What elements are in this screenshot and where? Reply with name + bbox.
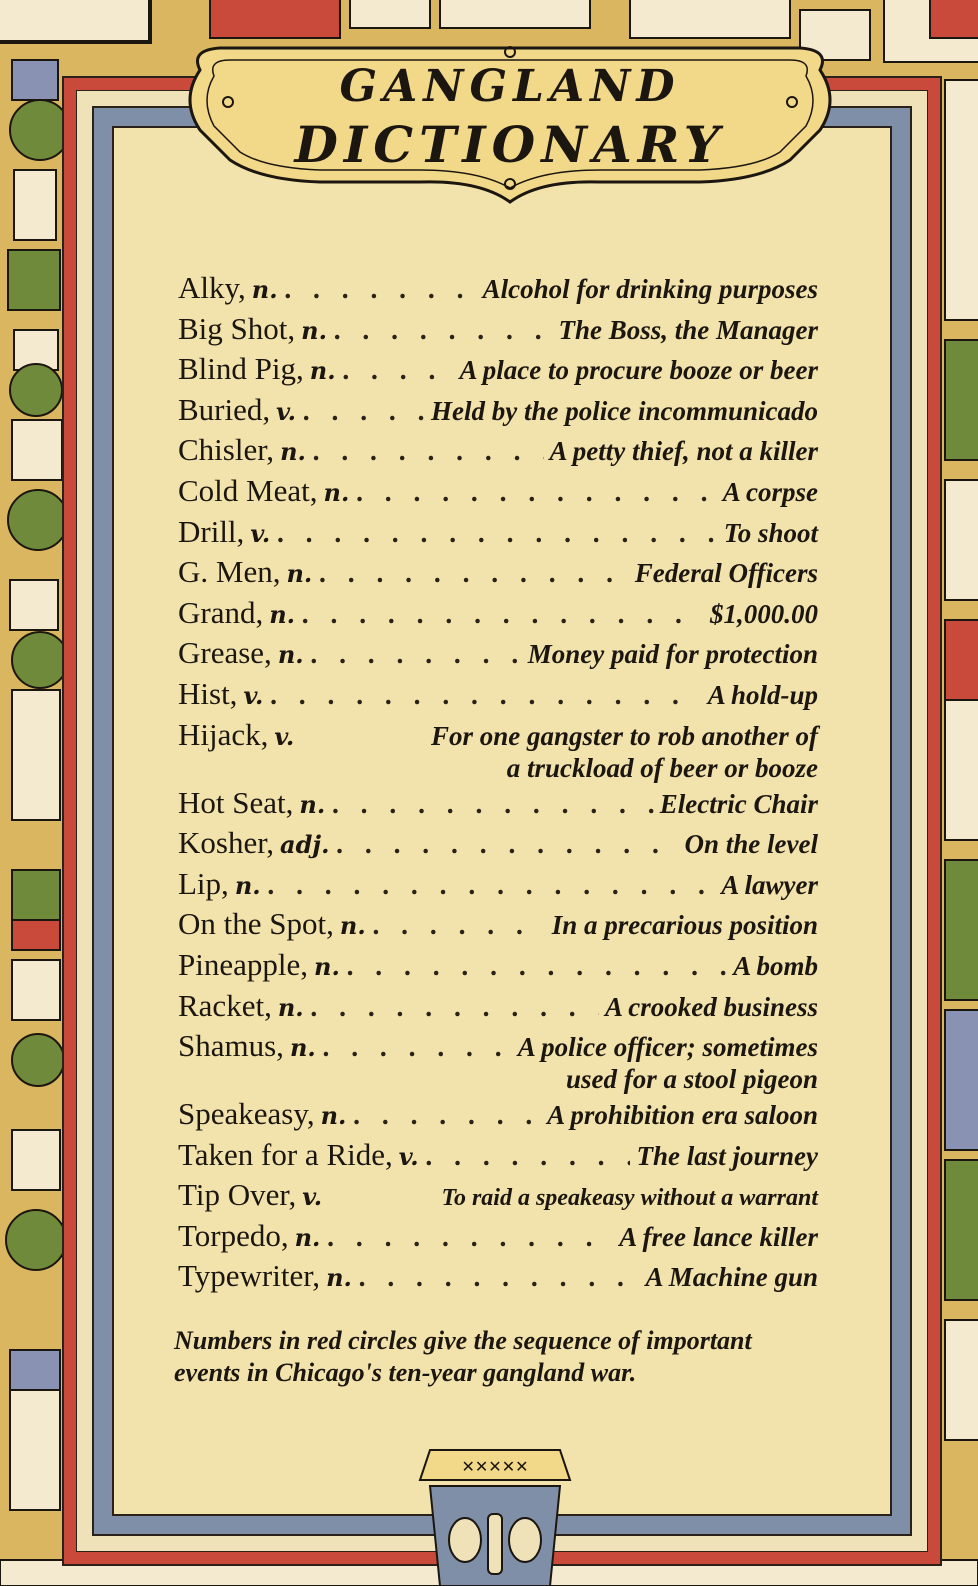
- dot-leader: [310, 993, 599, 1022]
- entry-row: [178, 1218, 818, 1259]
- entry-row: [178, 866, 818, 907]
- entry-definition: Federal Officers: [634, 558, 818, 589]
- entry-pos: v.: [302, 1182, 323, 1212]
- dot-leader: [333, 316, 552, 345]
- entry-pos: n.: [269, 599, 296, 629]
- entry-pos: n.: [286, 559, 313, 589]
- dot-leader: [425, 1142, 631, 1171]
- entry-row: [178, 473, 818, 514]
- entry-term: Big Shot,: [178, 310, 296, 346]
- entry-row: [178, 906, 818, 947]
- entry-definition: The last journey: [636, 1140, 818, 1171]
- entry-definition: A place to procure booze or beer: [459, 355, 818, 386]
- entry-definition-continued: a truckload of beer or booze: [506, 752, 818, 783]
- entry-row: [178, 351, 818, 392]
- entry-row: [178, 825, 818, 866]
- entry-pos: n.: [320, 1101, 347, 1131]
- entry-pos: n.: [299, 789, 326, 819]
- entry-row: [178, 554, 818, 595]
- entry-term: Hijack,: [178, 716, 269, 752]
- dot-leader: [302, 397, 425, 426]
- entry-row: [178, 717, 818, 785]
- entry-pos: v.: [250, 518, 271, 548]
- entry-term: Kosher,: [178, 825, 275, 861]
- dot-leader: [269, 681, 701, 710]
- dot-leader: [335, 830, 678, 859]
- dot-leader: [318, 559, 629, 588]
- entry-definition: To shoot: [723, 517, 818, 548]
- entry-term: Lip,: [178, 865, 229, 901]
- entry-definition: A free lance killer: [619, 1221, 818, 1252]
- entry-pos: n.: [277, 640, 304, 670]
- entry-definition: Alcohol for drinking purposes: [482, 274, 818, 304]
- entry-row: [178, 1028, 818, 1096]
- entry-pos: n.: [280, 437, 306, 467]
- entry-row: [178, 635, 818, 676]
- svg-text:✕✕✕✕✕: ✕✕✕✕✕: [461, 1457, 529, 1476]
- entry-term: Speakeasy,: [178, 1096, 315, 1132]
- entry-definition: Money paid for protection: [527, 639, 818, 670]
- dot-leader: [352, 1101, 541, 1130]
- entry-term: Hist,: [178, 675, 238, 711]
- entry-definition: A hold-up: [707, 679, 818, 710]
- title-line-1: GANGLAND: [339, 61, 681, 112]
- dot-leader: [355, 478, 716, 507]
- entry-term: Buried,: [178, 391, 271, 427]
- entry-term: Hot Seat,: [178, 784, 294, 820]
- entry-pos: n.: [326, 1263, 352, 1293]
- entry-definition: The Boss, the Manager: [558, 314, 818, 345]
- entry-definition: A police officer; sometimes: [517, 1032, 818, 1063]
- entry-pos: n.: [301, 315, 327, 345]
- entry-term: G. Men,: [178, 554, 281, 590]
- entry-term: Shamus,: [178, 1028, 284, 1064]
- entry-row: [178, 1137, 818, 1178]
- entry-term: Racket,: [178, 987, 272, 1023]
- entry-definition: In a precarious position: [551, 910, 818, 941]
- entry-row: [178, 988, 818, 1029]
- entry-term: Grease,: [178, 635, 272, 671]
- map-title: [180, 58, 840, 174]
- entry-term: Pineapple,: [178, 946, 308, 982]
- entry-term: Chisler,: [178, 432, 275, 468]
- entry-pos: n.: [251, 275, 278, 304]
- entry-row: [178, 270, 818, 311]
- entry-term: Blind Pig,: [178, 351, 304, 387]
- entry-pos: v.: [243, 680, 264, 710]
- entry-term: Cold Meat,: [178, 472, 318, 508]
- entry-definition: On the level: [684, 829, 818, 860]
- entry-term: Drill,: [178, 513, 245, 549]
- footnote: Numbers in red circles give the sequence of important events in Chicago's ten-year gangland war.: [174, 1326, 752, 1387]
- dot-leader: [372, 911, 546, 940]
- dot-leader: [284, 275, 477, 304]
- dot-leader: [331, 790, 654, 819]
- entry-row: [178, 1258, 818, 1299]
- entry-pos: v.: [398, 1141, 419, 1171]
- entry-definition: A prohibition era saloon: [547, 1100, 818, 1131]
- dot-leader: [267, 871, 716, 900]
- entry-term: On the Spot,: [178, 906, 334, 942]
- entry-pos: adj.: [280, 830, 330, 860]
- entry-pos: n.: [294, 1222, 321, 1252]
- entry-definition: Held by the police incommunicado: [431, 395, 818, 426]
- dot-leader: [326, 1223, 613, 1252]
- entry-row: [178, 1096, 818, 1137]
- dot-leader: [322, 1033, 512, 1062]
- dot-leader: [276, 519, 718, 548]
- entry-row: [178, 1177, 818, 1218]
- entry-pos: n.: [314, 951, 340, 981]
- dictionary-entries: [178, 270, 818, 1299]
- entry-term: Taken for a Ride,: [178, 1136, 393, 1172]
- dot-leader: [346, 952, 727, 981]
- entry-definition: A corpse: [722, 476, 818, 507]
- dot-leader: [358, 1263, 640, 1292]
- entry-term: Typewriter,: [178, 1258, 321, 1294]
- entry-definition: $1,000.00: [710, 598, 818, 629]
- entry-pos: n.: [234, 870, 261, 900]
- entry-definition: Electric Chair: [659, 788, 818, 819]
- entry-pos: n.: [309, 356, 336, 386]
- entry-definition: For one gangster to rob another of: [430, 720, 818, 751]
- entry-term: Tip Over,: [178, 1177, 297, 1213]
- entry-definition-continued: used for a stool pigeon: [565, 1064, 818, 1095]
- entry-row: [178, 595, 818, 636]
- entry-pos: n.: [323, 477, 350, 507]
- entry-pos: n.: [289, 1033, 316, 1063]
- entry-row: [178, 785, 818, 826]
- entry-pos: v.: [274, 721, 295, 751]
- entry-definition: A petty thief, not a killer: [549, 436, 818, 467]
- entry-row: [178, 676, 818, 717]
- entry-pos: n.: [339, 911, 366, 941]
- entry-definition: A crooked business: [604, 991, 818, 1022]
- entry-definition: A bomb: [733, 950, 818, 981]
- entry-term: Torpedo,: [178, 1217, 289, 1253]
- entry-definition: To raid a speakeasy without a warrant: [441, 1185, 818, 1212]
- entry-definition: A lawyer: [721, 869, 818, 900]
- entry-row: [178, 514, 818, 555]
- entry-row: [178, 311, 818, 352]
- entry-term: Alky,: [178, 270, 246, 305]
- entry-term: Grand,: [178, 594, 264, 630]
- dot-leader: [312, 437, 544, 466]
- entry-row: [178, 392, 818, 433]
- dot-leader: [310, 640, 522, 669]
- entry-pos: v.: [276, 396, 297, 426]
- dot-leader: [342, 356, 454, 385]
- entry-definition: A Machine gun: [645, 1262, 818, 1293]
- entry-pos: n.: [277, 992, 304, 1022]
- barrel-emblem: [410, 1440, 580, 1586]
- entry-row: [178, 947, 818, 988]
- dot-leader: [301, 600, 704, 629]
- entry-row: [178, 432, 818, 473]
- title-line-2: DICTIONARY: [294, 115, 726, 174]
